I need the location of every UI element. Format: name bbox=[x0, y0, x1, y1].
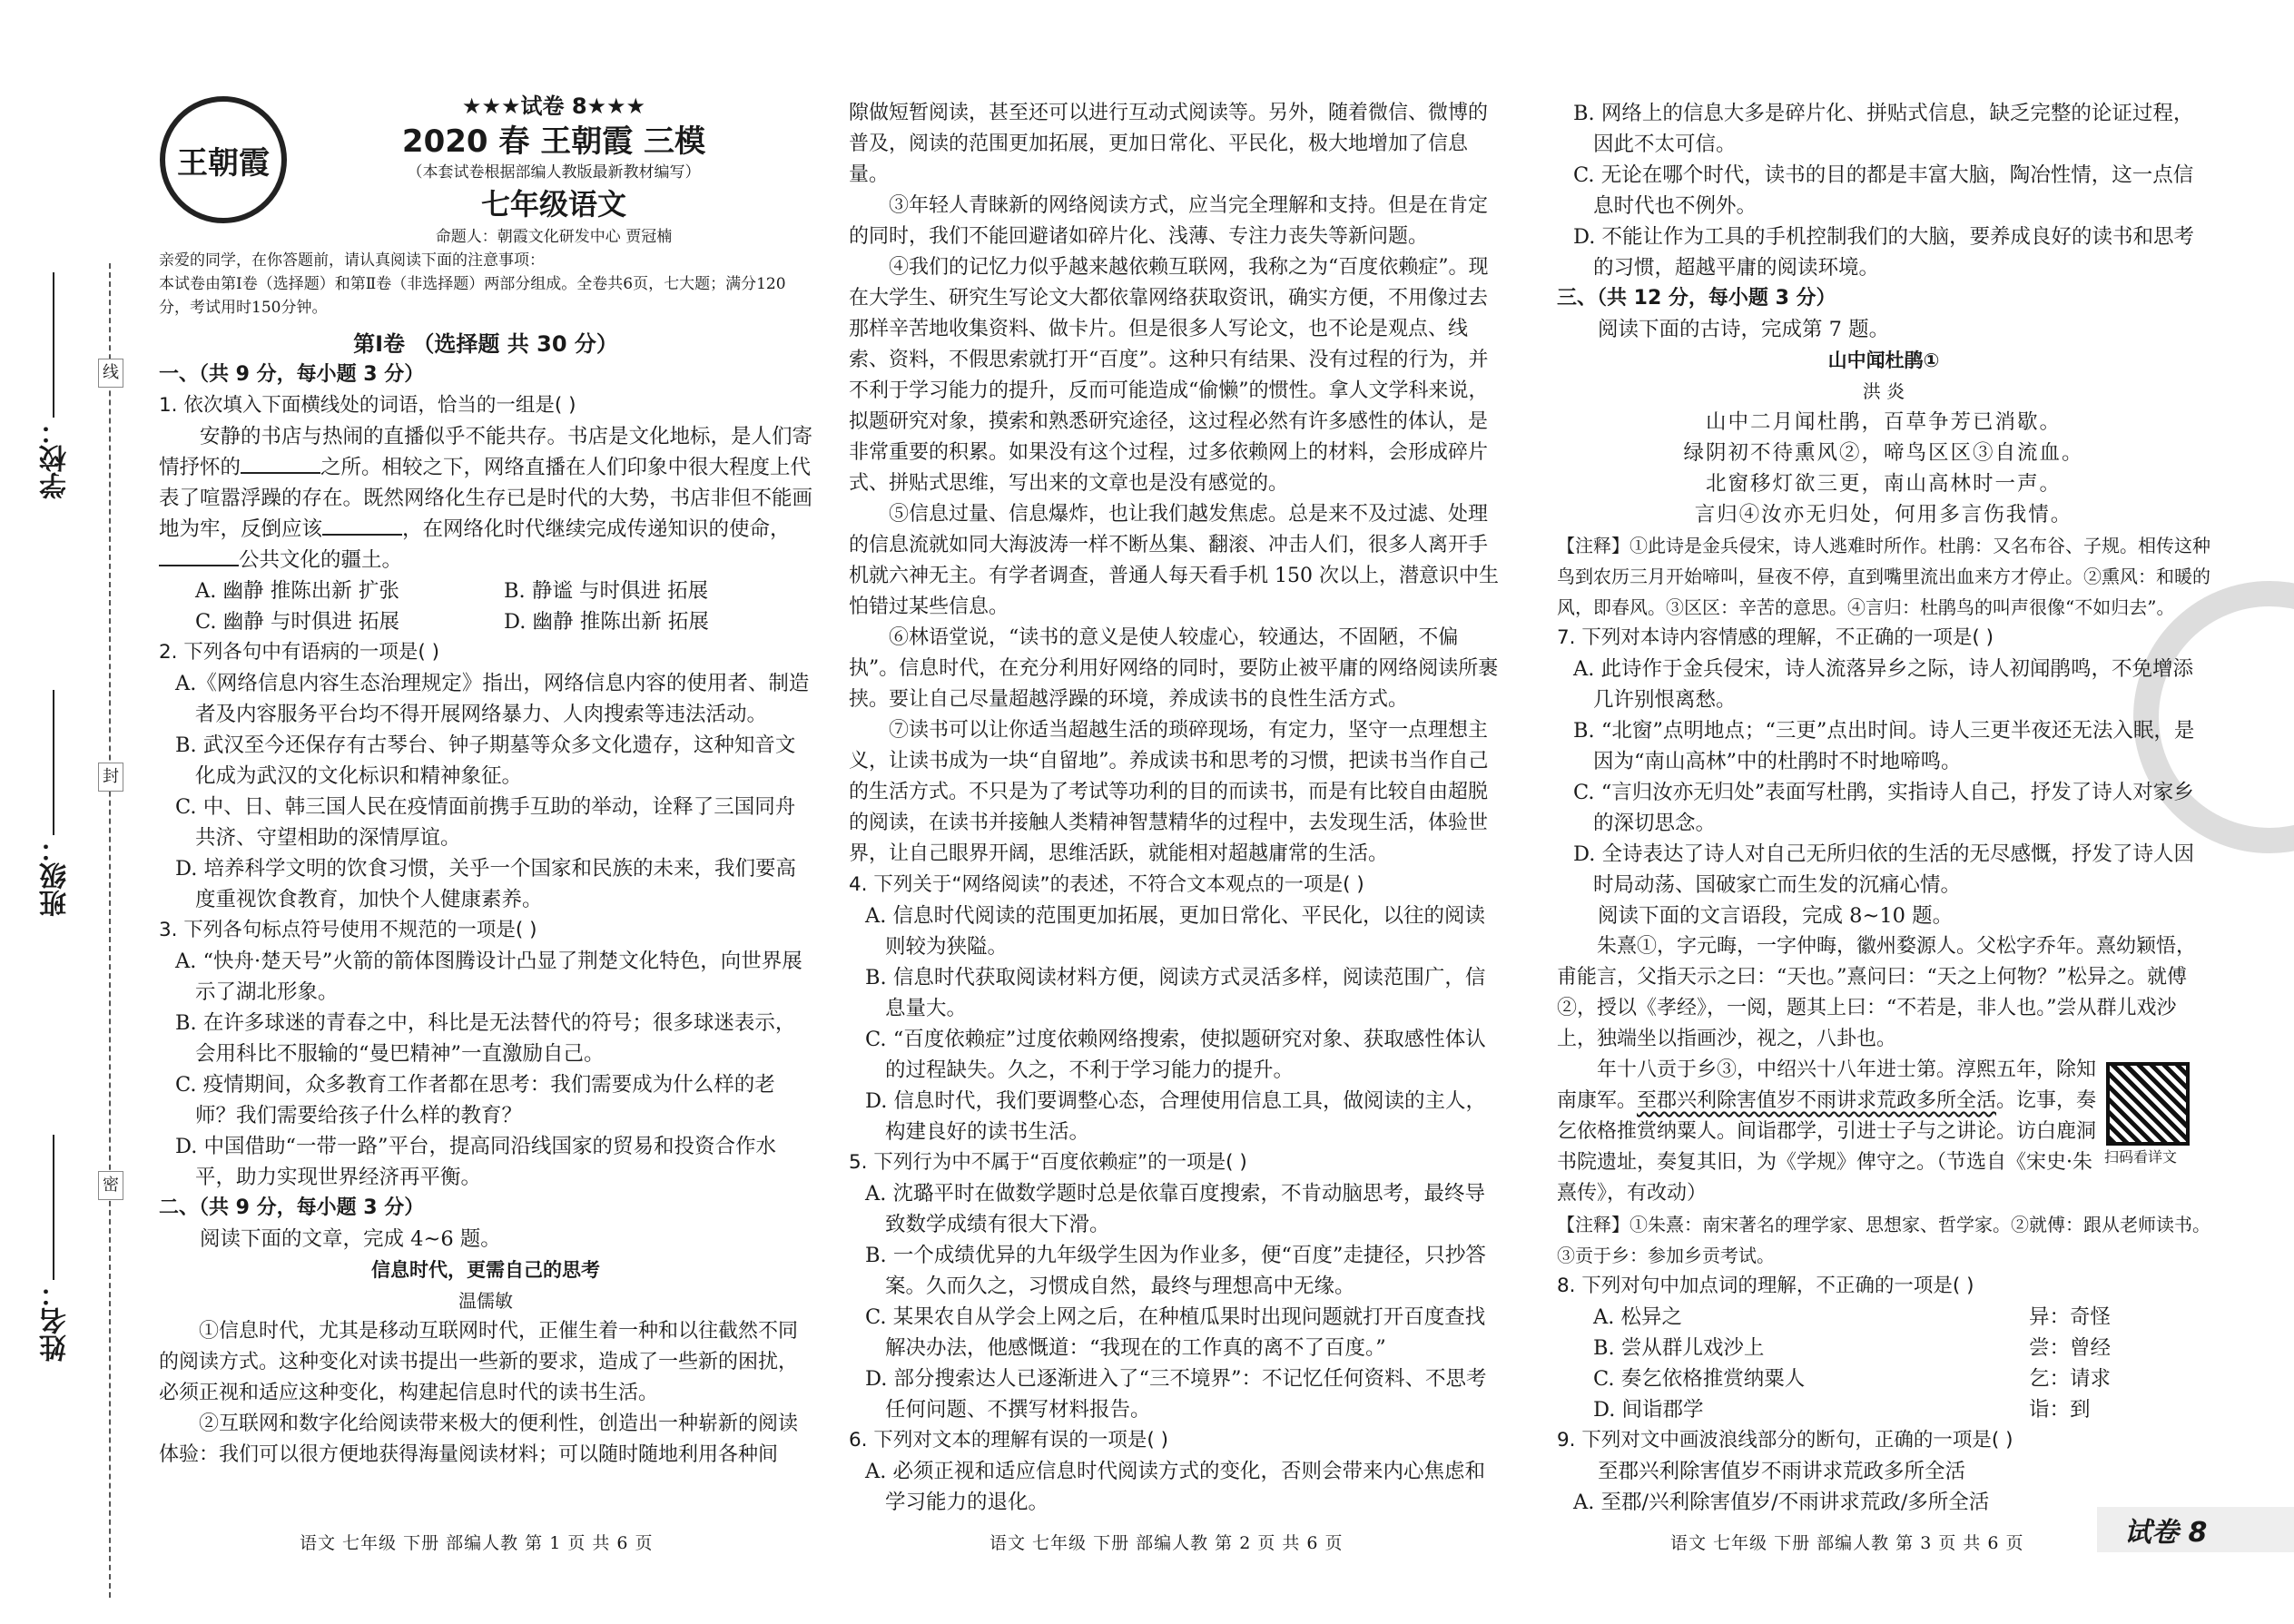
article-author: 温儒敏 bbox=[458, 1290, 513, 1312]
subject-title: 七年级语文 bbox=[480, 187, 626, 221]
option-5a[interactable]: A. 沈璐平时在做数学题时总是依靠百度搜索，不肯动脑思考，最终导致数学成绩有很大下滑。 bbox=[865, 1182, 1486, 1236]
classical-instruction: 阅读下面的文言语段，完成 8~10 题。 bbox=[1598, 904, 1954, 928]
option-8-text: B. 尝从群儿戏沙上 bbox=[1593, 1336, 1765, 1360]
option-8-gloss: 异：奇怪 bbox=[2029, 1305, 2112, 1329]
option-4c[interactable]: C. “百度依赖症”过度依赖网络搜索，使拟题研究对象、获取感性体认的过程缺失。久之，不利于学习能力的提升。 bbox=[865, 1028, 1486, 1082]
question-1-stem: 1. 依次填入下面横线处的词语，恰当的一组是( ) bbox=[159, 394, 576, 417]
notice-line-2: 本试卷由第Ⅰ卷（选择题）和第Ⅱ卷（非选择题）两部分组成。全卷共6页，七大题；满分120分，考试用时150分钟。 bbox=[159, 275, 786, 317]
option-2c[interactable]: C. 中、日、韩三国人民在疫情面前携手互助的举动，诠释了三国同舟共济、守望相助的深情厚谊。 bbox=[175, 795, 796, 850]
article-paragraph-7: ⑦读书可以让你适当超越生活的琐碎现场，有定力，坚守一点理想主义，让读书成为一块“自留地”。养成读书和思考的习惯，把读书当作自己的生活方式。不只是为了考试等功利的目的而读书，而是有比较自由超脱的阅读，在读书并接触人类精神智慧精华的过程中，去发现生活，体验世界，让自己眼界开阔，思维活跃，就能相对超越庸常的生活。 bbox=[849, 719, 1489, 865]
option-2a[interactable]: A.《网络信息内容生态治理规定》指出，网络信息内容的使用者、制造者及内容服务平台均不得开展网络暴力、人肉搜索等违法活动。 bbox=[175, 672, 810, 726]
footer-page-1: 语文 七年级 下册 部编人教 第 1 页 共 6 页 bbox=[300, 1533, 654, 1553]
question-4-stem: 4. 下列关于“网络阅读”的表述，不符合文本观点的一项是( ) bbox=[849, 873, 1364, 896]
option-8-gloss: 尝：曾经 bbox=[2029, 1336, 2112, 1360]
binding-mark-feng: 封 bbox=[98, 763, 123, 792]
option-8-text: D. 间诣郡学 bbox=[1593, 1398, 1704, 1422]
logo-text: 王朝霞 bbox=[177, 144, 270, 182]
wavy-underlined-sentence: 至郡兴利除害值岁不雨讲求荒政多所全活 bbox=[1637, 1089, 1997, 1112]
option-1d[interactable]: D. 幽静 推陈出新 拓展 bbox=[504, 610, 709, 634]
qr-code[interactable] bbox=[2106, 1062, 2190, 1146]
poem-title: 山中闻杜鹃① bbox=[1827, 349, 1940, 371]
question-6-stem: 6. 下列对文本的理解有误的一项是( ) bbox=[849, 1429, 1168, 1452]
exam-author: 命题人：朝霞文化研发中心 贾冠楠 bbox=[435, 228, 673, 246]
name-label: 姓名： bbox=[40, 1280, 72, 1362]
exam-title: 2020 春 王朝霞 三模 bbox=[401, 123, 706, 160]
school-field[interactable] bbox=[36, 272, 76, 499]
option-5d[interactable]: D. 部分搜索达人已逐渐进入了“三不境界”：不记忆任何资料、不思考任何问题、不撰写材料报告。 bbox=[865, 1367, 1487, 1422]
poem-line-1: 山中二月闻杜鹃，百草争芳已消歇。 bbox=[1705, 410, 2062, 434]
option-3a[interactable]: A. “快舟·楚天号”火箭的箭体图腾设计凸显了荆楚文化特色，向世界展示了湖北形象。 bbox=[175, 950, 802, 1004]
question-3-stem: 3. 下列各句标点符号使用不规范的一项是( ) bbox=[159, 919, 537, 941]
exam-header bbox=[159, 91, 812, 249]
option-1a[interactable]: A. 幽静 推陈出新 扩张 bbox=[195, 579, 399, 603]
article-paragraph-6: ⑥林语堂说，“读书的意义是使人较虚心，较通达，不固陋，不偏执”。信息时代，在充分利用好网络的同时，要防止被平庸的网络阅读所裹挟。要让自己尽量超越浮躁的环境，养成读书的良性生活方式。 bbox=[849, 626, 1499, 711]
blank-3[interactable] bbox=[159, 565, 239, 566]
poem-instruction: 阅读下面的古诗，完成第 7 题。 bbox=[1598, 318, 1890, 341]
option-3b[interactable]: B. 在许多球迷的青春之中，科比是无法替代的符号；很多球迷表示，会用科比不服输的“曼巴精神”一直激励自己。 bbox=[175, 1011, 796, 1066]
option-7b[interactable]: B. “北窗”点明地点；“三更”点出时间。诗人三更半夜还无法入眠，是因为“南山高林”中的杜鹃时不时地啼鸣。 bbox=[1573, 719, 2195, 773]
question-1-options-row-1 bbox=[175, 576, 812, 606]
section-2-heading: 二、（共 9 分，每小题 3 分） bbox=[159, 1196, 425, 1219]
column-3 bbox=[1557, 98, 2210, 1518]
blank-1[interactable] bbox=[241, 472, 320, 474]
footer-page-2: 语文 七年级 下册 部编人教 第 2 页 共 6 页 bbox=[989, 1533, 1344, 1553]
classical-paragraph-1: 朱熹①，字元晦，一字仲晦，徽州婺源人。父松字乔年。熹幼颖悟，甫能言，父指天示之曰：“天也。”熹问曰：“天之上何物？”松异之。就傅②，授以《孝经》，一阅，题其上曰：“不若是，非人也。”尝从群儿戏沙上，独端坐以指画沙，视之，八卦也。 bbox=[1557, 935, 2197, 1050]
option-8-row[interactable] bbox=[1573, 1302, 2210, 1333]
option-2b[interactable]: B. 武汉至今还保存有古琴台、钟子期墓等众多文化遗存，这种知音文化成为武汉的文化标识和精神象征。 bbox=[175, 733, 796, 788]
option-7d[interactable]: D. 全诗表达了诗人对自己无所归依的生活的无尽感慨，抒发了诗人因时局动荡、国破家亡而生发的沉痛心情。 bbox=[1573, 842, 2195, 897]
class-label: 班级： bbox=[40, 835, 72, 917]
question-8-stem: 8. 下列对句中加点词的理解，不正确的一项是( ) bbox=[1557, 1275, 1974, 1297]
article-paragraph-4: ④我们的记忆力似乎越来越依赖互联网，我称之为“百度依赖症”。现在大学生、研究生写论文大都依靠网络获取资讯，确实方便，不用像过去那样辛苦地收集资料、做卡片。但是很多人写论文，也不论是观点、线索、资料，不假思索就打开“百度”。这种只有结果、没有过程的行为，并不利于学习能力的提升，反而可能造成“偷懒”的惯性。拿人文学科来说，拟题研究对象，摸索和熟悉研究途径，这过程必然有许多感性的体认，是非常重要的积累。如果没有这个过程，过多依赖网上的材料，会形成碎片式、拼贴式思维，写出来的文章也是没有感觉的。 bbox=[849, 256, 1489, 495]
name-field[interactable] bbox=[36, 1135, 76, 1362]
blank-2[interactable] bbox=[322, 534, 402, 536]
poem-notes: 【注释】①此诗是金兵侵宋，诗人逃难时所作。杜鹃：又名布谷、子规。相传这种鸟到农历三月开始啼叫，昼夜不停，直到嘴里流出血来方才停止。②熏风：和暖的风，即春风。③区区：辛苦的意思。④言归：杜鹃鸟的叫声很像“不如归去”。 bbox=[1557, 535, 2210, 618]
option-1c[interactable]: C. 幽静 与时俱进 拓展 bbox=[195, 610, 400, 634]
question-7-stem: 7. 下列对本诗内容情感的理解，不正确的一项是( ) bbox=[1557, 626, 1994, 649]
option-8-row[interactable] bbox=[1573, 1333, 2210, 1363]
section-1-heading: 一、（共 9 分，每小题 3 分） bbox=[159, 363, 425, 386]
article-paragraph-1: ①信息时代，尤其是移动互联网时代，正催生着一种和以往截然不同的阅读方式。这种变化对读书提出一些新的要求，造成了一些新的困扰，必须正视和适应这种变化，构建起信息时代的读书生活。 bbox=[159, 1320, 799, 1404]
question-1-passage: 安静的书店与热闹的直播似乎不能共存。书店是文化地标，是人们寄情抒怀的 之所。相较之下，网络直播在人们印象中很大程度上代表了喧嚣浮躁的存在。既然网络化生存已是时代的大势，书店非但不能画地为牢，反倒应该 ，在网络化时代继续完成传递知识的使命，公共文化的疆土。 bbox=[159, 425, 813, 572]
article-paragraph-3: ③年轻人青睐新的网络阅读方式，应当完全理解和支持。但是在肯定的同时，我们不能回避诸如碎片化、浅薄、专注力丧失等新问题。 bbox=[849, 194, 1489, 248]
poem-line-4: 言归④汝亦无归处，何用多言伤我情。 bbox=[1694, 503, 2073, 527]
binding-mark-xian: 线 bbox=[98, 359, 123, 388]
option-8-gloss: 诣：到 bbox=[2029, 1398, 2091, 1422]
notice-line-1: 亲爱的同学，在你答题前，请认真阅读下面的注意事项： bbox=[159, 251, 545, 270]
binding-margin bbox=[0, 0, 154, 1624]
column-2 bbox=[849, 98, 1502, 1518]
option-4d[interactable]: D. 信息时代，我们要调整心态，合理使用信息工具，做阅读的主人，构建良好的读书生活。 bbox=[865, 1089, 1487, 1144]
article-paragraph-2-cont: 隙做短暂阅读，甚至还可以进行互动式阅读等。另外，随着微信、微博的普及，阅读的范围更加拓展，更加日常化、平民化，极大地增加了信息量。 bbox=[849, 102, 1489, 186]
column-1 bbox=[159, 91, 812, 1471]
footer-page-3: 语文 七年级 下册 部编人教 第 3 页 共 6 页 bbox=[1670, 1533, 2024, 1553]
option-6b[interactable]: B. 网络上的信息大多是碎片化、拼贴式信息，缺乏完整的论证过程，因此不太可信。 bbox=[1573, 102, 2194, 156]
option-6d[interactable]: D. 不能让作为工具的手机控制我们的大脑，要养成良好的读书和思考的习惯，超越平庸的阅读环境。 bbox=[1573, 225, 2195, 280]
reading-instruction: 阅读下面的文章，完成 4~6 题。 bbox=[200, 1227, 501, 1251]
option-8-row[interactable] bbox=[1573, 1394, 2210, 1425]
option-4b[interactable]: B. 信息时代获取阅读材料方便，阅读方式灵活多样，阅读范围广，信息量大。 bbox=[865, 966, 1486, 1020]
option-4a[interactable]: A. 信息时代阅读的范围更加拓展，更加日常化、平民化，以往的阅读则较为狭隘。 bbox=[865, 904, 1486, 959]
option-2d[interactable]: D. 培养科学文明的饮食习惯，关乎一个国家和民族的未来，我们要高度重视饮食教育，加快个人健康素养。 bbox=[175, 857, 797, 911]
classical-notes: 【注释】①朱熹：南宋著名的理学家、思想家、哲学家。②就傅：跟从老师读书。③贡于乡：参加乡贡考试。 bbox=[1557, 1214, 2210, 1266]
option-7c[interactable]: C. “言归汝亦无归处”表面写杜鹃，实指诗人自己，抒发了诗人对家乡的深切思念。 bbox=[1573, 781, 2194, 835]
option-8-text: A. 松异之 bbox=[1593, 1305, 1683, 1329]
school-label: 学校： bbox=[40, 418, 72, 499]
option-8-row[interactable] bbox=[1573, 1363, 2210, 1394]
question-9-stem: 9. 下列对文中画波浪线部分的断句，正确的一项是( ) bbox=[1557, 1429, 2013, 1452]
binding-line bbox=[109, 263, 111, 1598]
class-field[interactable] bbox=[36, 690, 76, 917]
article-title: 信息时代，更需自己的思考 bbox=[371, 1259, 600, 1281]
poem-line-3: 北窗移灯欲三更，南山高林时一声。 bbox=[1705, 472, 2062, 496]
exam-subtitle: （本套试卷根据部编人教版最新教材编写） bbox=[407, 163, 701, 182]
option-9a[interactable]: A. 至郡/兴利除害值岁/不雨讲求荒政/多所全活 bbox=[1573, 1491, 1990, 1514]
option-5b[interactable]: B. 一个成绩优异的九年级学生因为作业多，便“百度”走捷径，只抄答案。久而久之，习惯成自然，最终与理想高中无缘。 bbox=[865, 1244, 1486, 1298]
option-3d[interactable]: D. 中国借助“一带一路”平台，提高同沿线国家的贸易和投资合作水平，助力实现世界经济再平衡。 bbox=[175, 1135, 777, 1189]
binding-mark-mi: 密 bbox=[98, 1171, 123, 1200]
option-8-gloss: 乞：请求 bbox=[2029, 1367, 2112, 1391]
option-1b[interactable]: B. 静谧 与时俱进 拓展 bbox=[504, 579, 709, 603]
question-1-options-row-2 bbox=[175, 606, 812, 637]
qr-label: 扫码看详文 bbox=[2104, 1148, 2178, 1166]
section-3-heading: 三、（共 12 分，每小题 3 分） bbox=[1557, 287, 1836, 310]
article-paragraph-2: ②互联网和数字化给阅读带来极大的便利性，创造出一种崭新的阅读体验：我们可以很方便地获得海量阅读材料；可以随时随地利用各种间 bbox=[159, 1412, 799, 1466]
paper-number: ★★★试卷 8★★★ bbox=[461, 94, 646, 119]
poem-author: 洪 炎 bbox=[1862, 380, 1905, 402]
option-8-text: C. 奏乞依格推赏纳粟人 bbox=[1593, 1367, 1806, 1391]
part-1-heading: 第Ⅰ卷 （选择题 共 30 分） bbox=[353, 331, 618, 357]
classical-paragraph-2: 年十八贡于乡③，中绍兴十八年进士第。淳熙五年，除知南康军。至郡兴利除害值岁不雨讲求荒政多所全活。讫事，奏乞依格推赏纳粟人。间诣郡学，引进士子与之讲论。访白鹿洞书院遗址，奏复其旧，为《学规》俾守之。（节选自《宋史·朱熹传》，有改动） bbox=[1557, 1058, 2097, 1205]
poem-line-2: 绿阴初不待熏风②，啼鸟区区③自流血。 bbox=[1683, 441, 2084, 465]
option-6a[interactable]: A. 必须正视和适应信息时代阅读方式的变化，否则会带来内心焦虑和学习能力的退化。 bbox=[865, 1460, 1486, 1514]
option-6c[interactable]: C. 无论在哪个时代，读书的目的都是丰富大脑，陶冶性情，这一点信息时代也不例外。 bbox=[1573, 163, 2194, 218]
question-8-options bbox=[1557, 1302, 2210, 1425]
option-3c[interactable]: C. 疫情期间，众多教育工作者都在思考：我们需要成为什么样的老师？我们需要给孩子什么样的教育？ bbox=[175, 1073, 775, 1127]
question-2-stem: 2. 下列各句中有语病的一项是( ) bbox=[159, 641, 439, 664]
question-5-stem: 5. 下列行为中不属于“百度依赖症”的一项是( ) bbox=[849, 1151, 1247, 1174]
article-paragraph-5: ⑤信息过量、信息爆炸，也让我们越发焦虑。总是来不及过滤、处理的信息流就如同大海波涛一样不断丛集、翻滚、冲击人们，很多人离开手机就六神无主。有学者调查，普通人每天看手机 150 次以上，潜意识中生怕错过某些信息。 bbox=[849, 503, 1499, 618]
option-7a[interactable]: A. 此诗作于金兵侵宋，诗人流落异乡之际，诗人初闻鹃鸣，不免增添几许别恨离愁。 bbox=[1573, 657, 2194, 712]
paper-tag: 试卷 8 bbox=[2124, 1517, 2208, 1549]
option-5c[interactable]: C. 某果农自从学会上网之后，在种植瓜果时出现问题就打开百度查找解决办法，他感慨道：“我现在的工作真的离不了百度。” bbox=[865, 1305, 1486, 1360]
question-9-sentence: 至郡兴利除害值岁不雨讲求荒政多所全活 bbox=[1598, 1460, 1966, 1483]
